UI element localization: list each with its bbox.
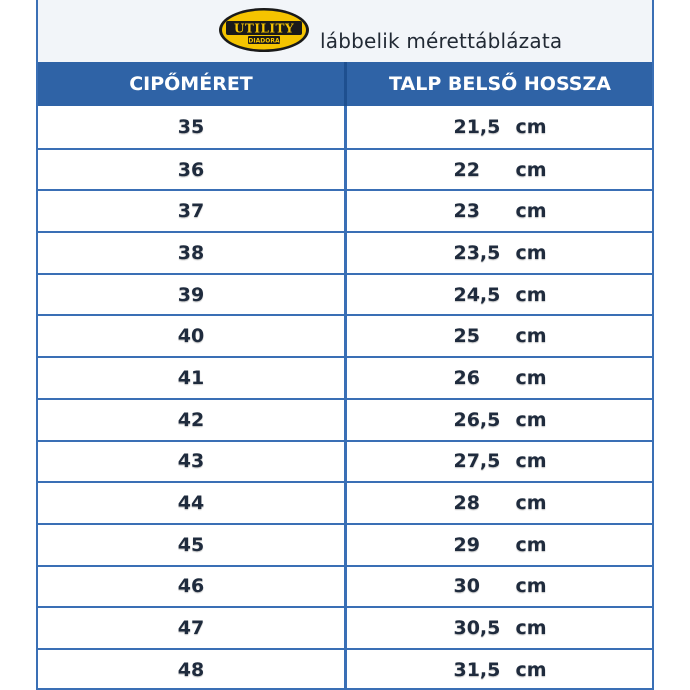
insole-length-unit: cm: [515, 158, 547, 181]
table-row: [38, 606, 652, 648]
insole-length-unit: cm: [515, 658, 547, 681]
insole-length-value: 28: [453, 492, 480, 515]
insole-length-unit: cm: [515, 408, 547, 431]
shoe-size-cell: 37: [177, 200, 205, 223]
insole-length-unit: cm: [515, 492, 547, 515]
insole-length-unit: cm: [515, 366, 547, 389]
table-row: [38, 648, 652, 690]
insole-length-value: 31,5: [453, 658, 501, 681]
insole-length-cell: [348, 483, 652, 523]
shoe-size-cell: 43: [177, 450, 205, 473]
insole-length-cell: [348, 275, 652, 315]
insole-length-cell: [348, 316, 652, 356]
insole-length-value: 25: [453, 325, 480, 348]
insole-length-value: 23,5: [453, 241, 501, 264]
insole-length-unit: cm: [515, 241, 547, 264]
table-row: [38, 273, 652, 315]
insole-length-cell: [348, 567, 652, 607]
shoe-size-cell: 39: [177, 283, 205, 306]
chart-title: lábbelik mérettáblázata: [320, 29, 563, 53]
insole-length-value: 24,5: [453, 283, 501, 306]
logo-text-top: UTILITY: [233, 21, 295, 36]
insole-length-cell: [348, 233, 652, 273]
table-row: [38, 231, 652, 273]
insole-length-unit: cm: [515, 617, 547, 640]
shoe-size-cell: 44: [177, 492, 205, 515]
table-row: [38, 523, 652, 565]
shoe-size-cell: 46: [177, 575, 205, 598]
insole-length-value: 23: [453, 200, 480, 223]
table-row: [38, 148, 652, 190]
table-row: [38, 565, 652, 607]
insole-length-unit: cm: [515, 283, 547, 306]
insole-length-unit: cm: [515, 450, 547, 473]
table-row: [38, 398, 652, 440]
table-row: [38, 189, 652, 231]
header-divider: [344, 62, 347, 106]
size-chart-frame: [36, 0, 654, 690]
shoe-size-cell: 35: [177, 115, 205, 138]
insole-length-cell: [348, 400, 652, 440]
insole-length-value: 30: [453, 575, 480, 598]
header-shoe-size: CIPŐMÉRET: [129, 73, 253, 95]
insole-length-unit: cm: [515, 325, 547, 348]
shoe-size-cell: 36: [177, 158, 205, 181]
insole-length-unit: cm: [515, 575, 547, 598]
insole-length-cell: [348, 191, 652, 231]
size-table-body: [38, 106, 652, 690]
utility-diadora-logo: [218, 7, 310, 53]
insole-length-cell: [348, 358, 652, 398]
shoe-size-cell: 42: [177, 408, 205, 431]
insole-length-value: 21,5: [453, 115, 501, 138]
shoe-size-cell: 47: [177, 617, 205, 640]
shoe-size-cell: 41: [177, 366, 205, 389]
shoe-size-cell: 48: [177, 658, 205, 681]
insole-length-cell: [348, 650, 652, 690]
insole-length-cell: [348, 150, 652, 190]
insole-length-value: 30,5: [453, 617, 501, 640]
insole-length-cell: [348, 106, 652, 148]
table-row: [38, 106, 652, 148]
insole-length-value: 29: [453, 533, 480, 556]
insole-length-unit: cm: [515, 200, 547, 223]
insole-length-cell: [348, 525, 652, 565]
shoe-size-cell: 45: [177, 533, 205, 556]
title-bar: [38, 0, 652, 62]
insole-length-cell: [348, 442, 652, 482]
table-row: [38, 481, 652, 523]
insole-length-value: 26,5: [453, 408, 501, 431]
insole-length-unit: cm: [515, 115, 547, 138]
insole-length-value: 26: [453, 366, 480, 389]
logo-text-bottom: DIADORA: [248, 37, 280, 45]
insole-length-value: 22: [453, 158, 480, 181]
table-row: [38, 356, 652, 398]
header-insole-length: TALP BELSŐ HOSSZA: [389, 73, 611, 95]
shoe-size-cell: 40: [177, 325, 205, 348]
shoe-size-cell: 38: [177, 241, 205, 264]
insole-length-cell: [348, 608, 652, 648]
table-row: [38, 314, 652, 356]
insole-length-unit: cm: [515, 533, 547, 556]
insole-length-value: 27,5: [453, 450, 501, 473]
table-row: [38, 440, 652, 482]
